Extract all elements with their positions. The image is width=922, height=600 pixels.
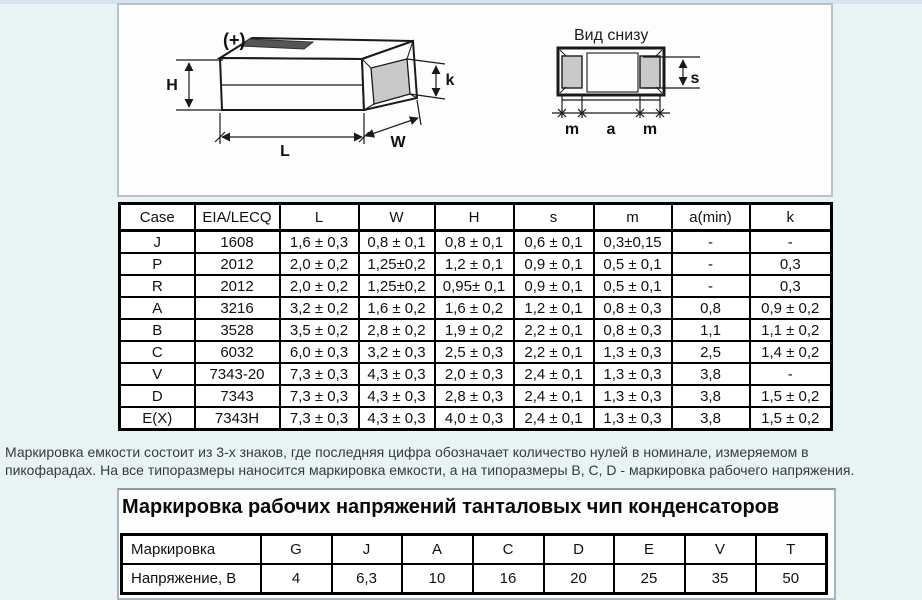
table-cell: 3528: [195, 319, 280, 341]
marking-note-line1: Маркировка емкости состоит из 3-х знаков, где последняя цифра обозначает количество нулей в номинале, измеряемом в: [5, 444, 809, 460]
m-right-label: m: [642, 121, 658, 138]
table-cell: V: [120, 363, 195, 385]
h-label: H: [166, 77, 178, 94]
table-cell: 2,0 ± 0,2: [280, 253, 359, 275]
table-cell: D: [120, 385, 195, 407]
w-label: W: [390, 134, 406, 151]
dims-column-header: s: [514, 204, 594, 231]
a-label: a: [606, 121, 616, 138]
table-cell: P: [120, 253, 195, 275]
table-cell: R: [120, 275, 195, 297]
table-cell: 0,5 ± 0,1: [594, 275, 672, 297]
table-row: [120, 253, 832, 275]
table-cell: 1,2 ± 0,1: [435, 253, 514, 275]
table-cell: 50: [756, 564, 827, 594]
table-cell: 4,3 ± 0,3: [359, 385, 435, 407]
table-cell: 1,3 ± 0,3: [594, 407, 672, 430]
table-cell: 1,6 ± 0,2: [435, 297, 514, 319]
table-cell: J: [120, 231, 195, 254]
marking-note: [5, 444, 854, 479]
voltage-panel: [117, 488, 836, 600]
table-cell: 0,6 ± 0,1: [514, 231, 594, 254]
table-cell: 0,8 ± 0,1: [435, 231, 514, 254]
table-cell: 10: [402, 564, 473, 594]
table-cell: 4,0 ± 0,3: [435, 407, 514, 430]
table-cell: J: [332, 535, 402, 565]
table-cell: 1,3 ± 0,3: [594, 363, 672, 385]
table-cell: 1,3 ± 0,3: [594, 341, 672, 363]
table-cell: C: [120, 341, 195, 363]
table-cell: 6,0 ± 0,3: [280, 341, 359, 363]
table-cell: 0,9 ± 0,1: [514, 253, 594, 275]
table-cell: 7,3 ± 0,3: [280, 363, 359, 385]
row-label-cell: Напряжение, В: [122, 564, 261, 594]
dimensions-table-header-row: [120, 204, 832, 231]
table-cell: 3,8: [672, 363, 750, 385]
table-cell: T: [756, 535, 827, 565]
dims-column-header: W: [359, 204, 435, 231]
dims-column-header: L: [280, 204, 359, 231]
table-cell: 1,3 ± 0,3: [594, 385, 672, 407]
table-row: [120, 275, 832, 297]
l-label: L: [280, 143, 290, 160]
dims-column-header: EIA/LECQ: [195, 204, 280, 231]
table-cell: 0,95± 0,1: [435, 275, 514, 297]
table-cell: A: [120, 297, 195, 319]
bottom-pad-left: [562, 56, 582, 88]
k-label: k: [445, 72, 455, 89]
voltage-table: [120, 533, 828, 595]
table-cell: -: [672, 275, 750, 297]
table-cell: 6,3: [332, 564, 402, 594]
dims-column-header: m: [594, 204, 672, 231]
table-cell: 1,9 ± 0,2: [435, 319, 514, 341]
table-cell: B: [120, 319, 195, 341]
table-row: [120, 407, 832, 430]
table-cell: C: [473, 535, 544, 565]
table-row: [122, 564, 827, 594]
table-cell: 2,8 ± 0,3: [435, 385, 514, 407]
table-cell: 0,9 ± 0,1: [514, 275, 594, 297]
table-cell: 0,3: [750, 275, 832, 297]
table-cell: 3,5 ± 0,2: [280, 319, 359, 341]
table-cell: -: [750, 363, 832, 385]
table-cell: -: [750, 231, 832, 254]
table-row: [122, 535, 827, 565]
table-cell: 2,2 ± 0,1: [514, 319, 594, 341]
table-cell: 0,3: [750, 253, 832, 275]
table-cell: 1,25±0,2: [359, 275, 435, 297]
table-cell: 7343H: [195, 407, 280, 430]
table-cell: 2,0 ± 0,2: [280, 275, 359, 297]
m-left-label: m: [564, 121, 580, 138]
table-cell: E(X): [120, 407, 195, 430]
table-cell: 1,5 ± 0,2: [750, 407, 832, 430]
table-cell: 6032: [195, 341, 280, 363]
table-cell: 1,1: [672, 319, 750, 341]
table-cell: 4,3 ± 0,3: [359, 407, 435, 430]
row-label-cell: Маркировка: [122, 535, 261, 565]
plus-polarity-label: (+): [223, 30, 246, 50]
table-cell: 1,6 ± 0,3: [280, 231, 359, 254]
table-cell: 2,8 ± 0,2: [359, 319, 435, 341]
dims-column-header: Case: [120, 204, 195, 231]
table-cell: -: [672, 253, 750, 275]
voltage-section-title: Маркировка рабочих напряжений танталовых чип конденсаторов: [122, 496, 780, 518]
table-row: [120, 363, 832, 385]
dims-column-header: a(min): [672, 204, 750, 231]
dims-column-header: H: [435, 204, 514, 231]
table-cell: 7343: [195, 385, 280, 407]
table-cell: 3,8: [672, 385, 750, 407]
table-cell: 3,2 ± 0,2: [280, 297, 359, 319]
table-cell: 2,4 ± 0,1: [514, 363, 594, 385]
table-cell: 0,8 ± 0,3: [594, 319, 672, 341]
table-cell: 1,5 ± 0,2: [750, 385, 832, 407]
dims-column-header: k: [750, 204, 832, 231]
table-cell: 1,1 ± 0,2: [750, 319, 832, 341]
table-row: [120, 341, 832, 363]
table-cell: 0,3±0,15: [594, 231, 672, 254]
table-cell: V: [685, 535, 756, 565]
table-cell: 2,5: [672, 341, 750, 363]
table-cell: 4,3 ± 0,3: [359, 363, 435, 385]
marking-note-line2: пикофарадах. На все типоразмеры наносится маркировка емкости, а на типоразмеры B, C, D - маркировка рабочего напряжения.: [5, 461, 855, 478]
table-cell: -: [672, 231, 750, 254]
drawing-panel: [117, 3, 833, 197]
table-cell: 25: [614, 564, 685, 594]
table-row: [120, 297, 832, 319]
bottom-pad-right: [640, 56, 660, 88]
table-cell: 16: [473, 564, 544, 594]
table-cell: 3,8: [672, 407, 750, 430]
table-cell: 0,8 ± 0,1: [359, 231, 435, 254]
chip-3d-view: [220, 38, 417, 110]
capacitor-drawings: [119, 5, 831, 195]
table-cell: 2012: [195, 253, 280, 275]
table-cell: 35: [685, 564, 756, 594]
table-cell: 2012: [195, 275, 280, 297]
table-cell: 1,2 ± 0,1: [514, 297, 594, 319]
table-cell: G: [261, 535, 332, 565]
table-cell: 0,9 ± 0,2: [750, 297, 832, 319]
table-cell: E: [614, 535, 685, 565]
table-cell: 3216: [195, 297, 280, 319]
table-cell: 2,4 ± 0,1: [514, 407, 594, 430]
table-cell: 1,25±0,2: [359, 253, 435, 275]
table-cell: 7,3 ± 0,3: [280, 407, 359, 430]
table-cell: 20: [544, 564, 614, 594]
table-row: [120, 385, 832, 407]
table-cell: 2,4 ± 0,1: [514, 385, 594, 407]
table-row: [120, 319, 832, 341]
dimensions-table: [118, 202, 833, 431]
table-cell: 1,6 ± 0,2: [359, 297, 435, 319]
table-cell: D: [544, 535, 614, 565]
table-cell: 7343-20: [195, 363, 280, 385]
table-cell: 0,8 ± 0,3: [594, 297, 672, 319]
table-cell: 1608: [195, 231, 280, 254]
table-cell: 2,5 ± 0,3: [435, 341, 514, 363]
table-cell: 4: [261, 564, 332, 594]
table-cell: A: [402, 535, 473, 565]
table-cell: 0,8: [672, 297, 750, 319]
table-cell: 1,4 ± 0,2: [750, 341, 832, 363]
table-cell: 3,2 ± 0,3: [359, 341, 435, 363]
table-cell: 7,3 ± 0,3: [280, 385, 359, 407]
bottom-view-title: Вид снизу: [574, 27, 649, 44]
table-row: [120, 231, 832, 254]
table-cell: 2,0 ± 0,3: [435, 363, 514, 385]
table-cell: 0,5 ± 0,1: [594, 253, 672, 275]
s-label: s: [690, 70, 700, 87]
table-cell: 2,2 ± 0,1: [514, 341, 594, 363]
